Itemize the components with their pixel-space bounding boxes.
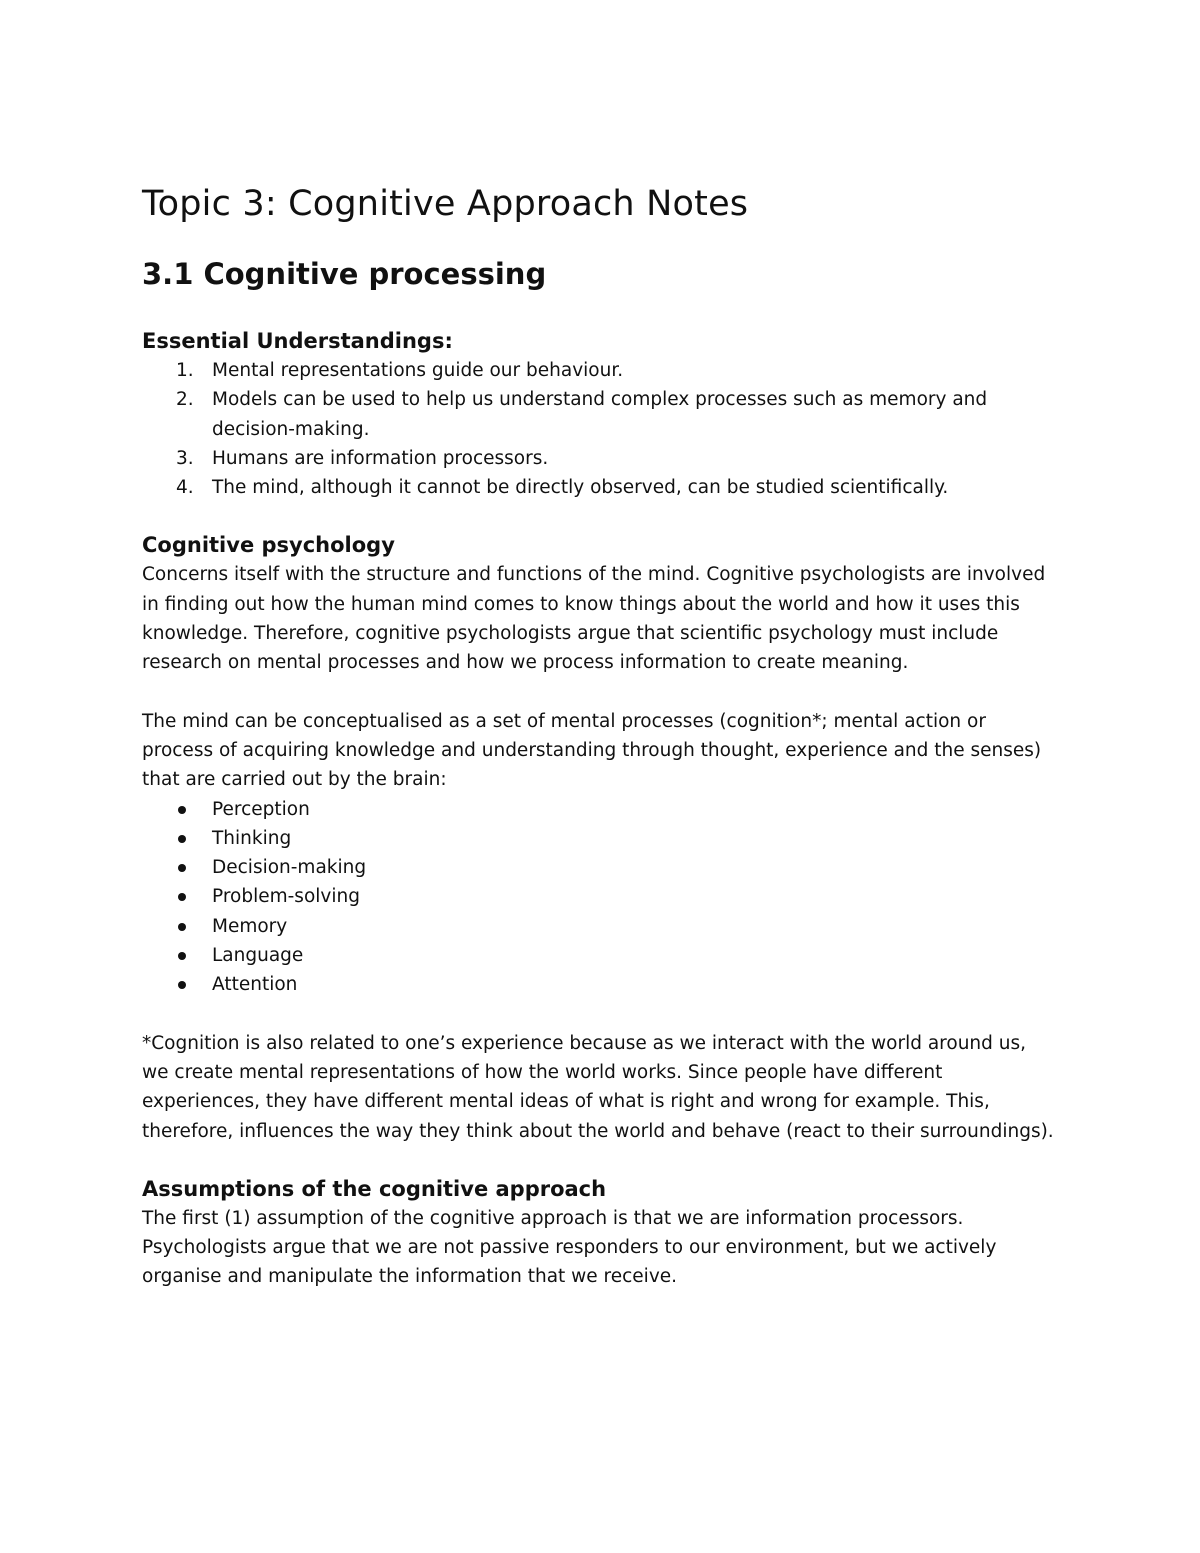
bullet-icon [178,806,186,814]
cognitive-psychology-paragraph: Concerns itself with the structure and functions of the mind. Cognitive psychologists are involved in finding out how the human mind comes to know things about the world and how it uses this knowledge. Therefore, cognitive psychologists argue that scientific psychology must include research on mental processes and how we process information to create meaning. [142,564,1046,674]
list-number: 3. [176,447,194,469]
list-item-text: Thinking [212,827,292,849]
essential-understandings-list [142,356,1057,502]
list-item [142,970,1057,999]
bullet-icon [178,835,186,843]
list-number: 4. [176,477,194,499]
bullet-icon [178,893,186,901]
list-item-text: Language [212,945,304,967]
list-item [142,941,1057,970]
bullet-icon [178,864,186,872]
list-item-text: Mental representations guide our behaviour. [212,360,624,381]
bullet-icon [178,923,186,931]
list-item [142,824,1057,853]
assumptions-paragraph: The first (1) assumption of the cognitive approach is that we are information processors. Psychologists argue that we are not passive responders to our environment, but we actively organise and manipulate the information that we receive. [142,1207,997,1288]
list-number: 2. [176,389,194,411]
list-item [142,795,1057,824]
list-item [142,385,1057,444]
list-item [142,356,1057,385]
bullet-icon [178,952,186,960]
list-item-text: Perception [212,798,310,820]
cognition-footnote-paragraph: *Cognition is also related to one’s experience because as we interact with the world around us, we create mental representations of how the world works. Since people have different experiences, they have different mental ideas of what is right and wrong for example. This, therefore, influences the way they think about the world and behave (react to their surroundings). [142,1032,1054,1142]
list-item-text: Decision-making [212,857,367,879]
list-item [142,473,1057,502]
document-title: Topic 3: Cognitive Approach Notes [142,184,749,224]
section-title: 3.1 Cognitive processing [142,257,547,291]
list-item-text: Models can be used to help us understand complex processes such as memory and decision-making. [212,389,988,440]
essential-understandings-heading: Essential Understandings: [142,329,453,353]
list-item [142,882,1057,911]
list-item-text: Attention [212,974,298,996]
list-number: 1. [176,360,194,381]
assumptions-heading: Assumptions of the cognitive approach [142,1176,607,1201]
document-page [142,180,1057,1292]
list-item [142,853,1057,882]
list-item-text: The mind, although it cannot be directly observed, can be studied scientifically. [212,477,949,499]
mental-processes-list [142,795,1057,1000]
mental-processes-paragraph: The mind can be conceptualised as a set of mental processes (cognition*; mental action or process of acquiring knowledge and understanding through thought, experience and the senses) that are carried out by the brain: [142,710,1042,791]
list-item [142,912,1057,941]
list-item-text: Memory [212,915,288,937]
bullet-icon [178,981,186,989]
list-item [142,444,1057,473]
list-item-text: Problem-solving [212,886,360,908]
list-item-text: Humans are information processors. [212,447,549,469]
cognitive-psychology-heading: Cognitive psychology [142,533,395,558]
